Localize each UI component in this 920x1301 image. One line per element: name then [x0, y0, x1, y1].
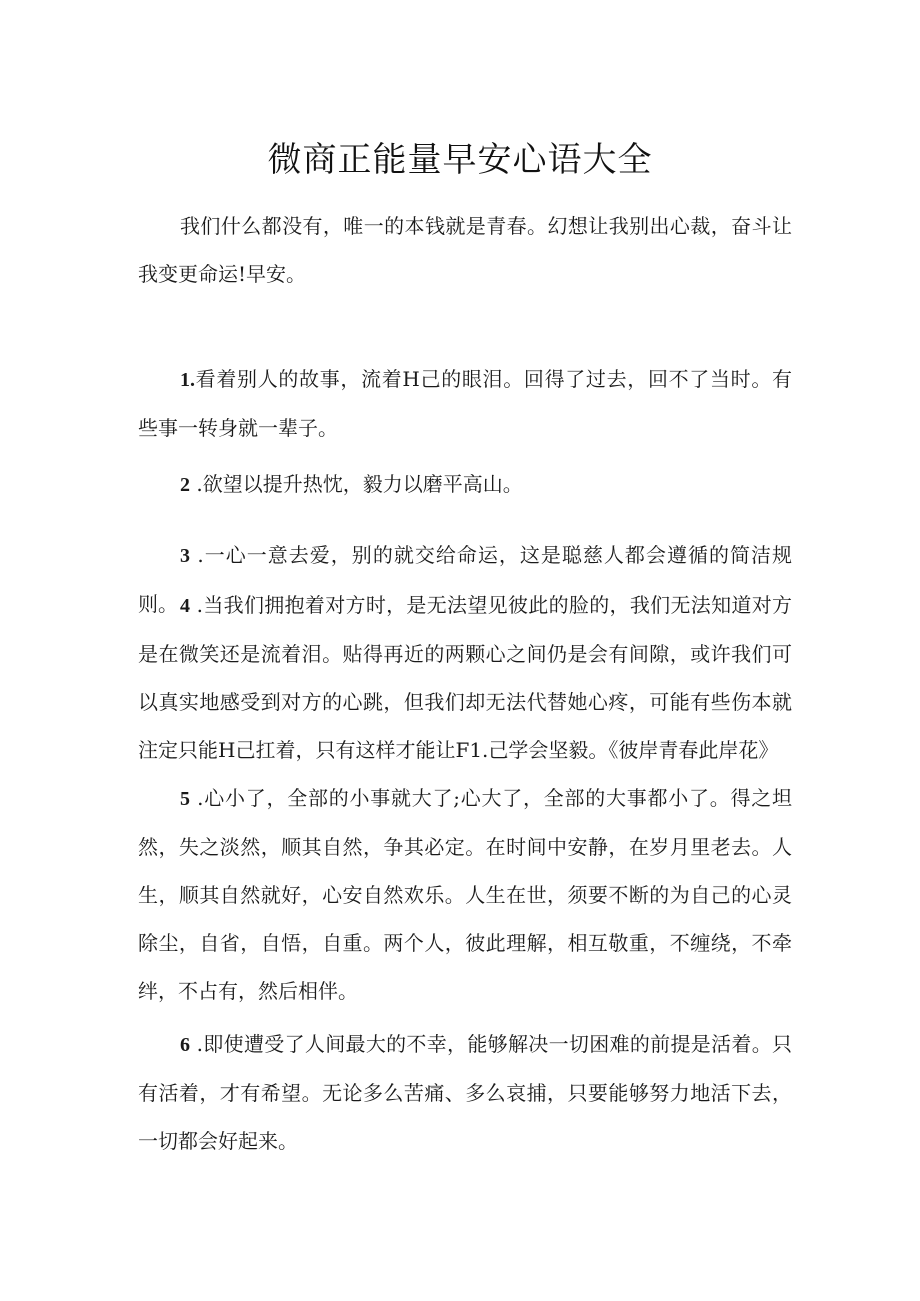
list-item	[138, 460, 792, 509]
item-number: 2	[180, 474, 190, 496]
item-text: 看着别人的故事，流着H己的眼泪。回得了过去，回不了当时。有些事一转身就一辈子。	[138, 367, 792, 440]
item-text: .当我们拥抱着对方时，是无法望见彼此的脸的，我们无法知道对方是在微笑还是流着泪。贴得再近的两颗心之间仍是会有间隙，或许我们可以真实地感受到对方的心跳，但我们却无法代替她心疼，可能有些伤本就注定只能H己扛着，只有这样才能让F1.己学会坚毅。《彼岸青春此岸花》	[138, 593, 793, 762]
list-item	[138, 355, 792, 452]
list-item	[138, 774, 792, 1015]
item-text: .即使遭受了人间最大的不幸，能够解决一切困难的前提是活着。只有活着，才有希望。无论多么苦痛、多么哀捕，只要能够努力地活下去，一切都会好起来。	[138, 1032, 793, 1153]
intro-paragraph: 我们什么都没有，唯一的本钱就是青春。幻想让我别出心裁，奋斗让我变更命运!早安。	[138, 214, 792, 286]
page-title: 微商正能量早安心语大全	[267, 140, 653, 180]
item-text: .心小了，全部的小事就大了;心大了，全部的大事都小了。得之坦然，失之淡然，顺其自然，争其必定。在时间中安静，在岁月里老去。人生，顺其自然就好，心安自然欢乐。人生在世，须要不断的为自己的心灵除尘，自省，自悟，自重。两个人，彼此理解，相互敬重，不缠绕，不牵绊，不占有，然后相伴。	[138, 786, 792, 1003]
item-number: 3	[180, 545, 190, 567]
item-number: 1.	[180, 369, 195, 391]
item-text: .一心一意去爱，别的就交给命运，这是聪慈人都会遵循的简洁规则。	[138, 543, 793, 616]
item-number: 5	[180, 788, 190, 810]
list-item	[138, 1020, 792, 1165]
item-number: 6	[180, 1034, 190, 1056]
list-item	[138, 581, 792, 774]
item-number: 4	[180, 595, 190, 617]
item-text: .欲望以提升热忱，毅力以磨平高山。	[196, 472, 523, 496]
